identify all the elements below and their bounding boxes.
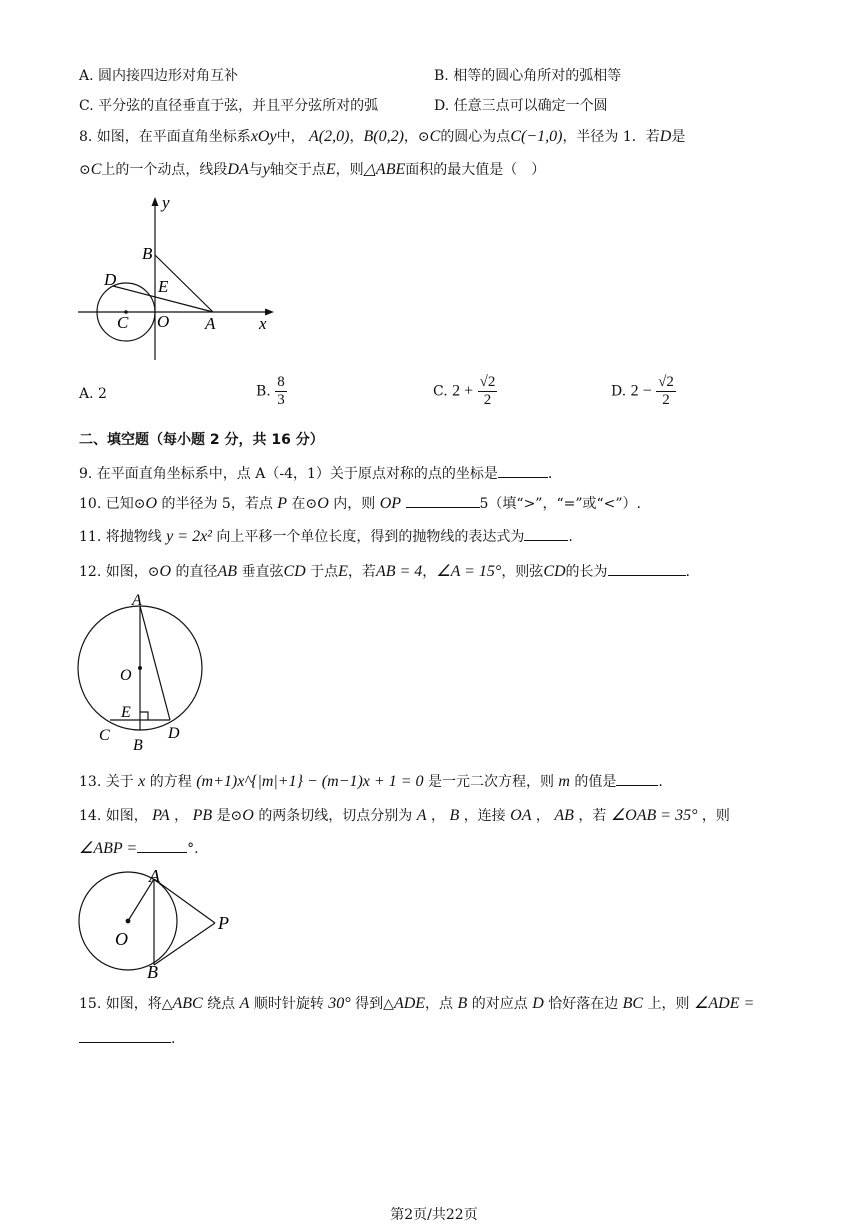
q13: [79, 771, 663, 792]
q11-end: .: [568, 529, 573, 545]
q12-circle-o: O: [159, 563, 172, 580]
q12-end: .: [685, 564, 690, 580]
q15-text: 上，则: [647, 996, 690, 1012]
q8-text: ⊙: [79, 162, 91, 178]
q10-point-p: P: [277, 495, 288, 512]
q14-figure: [70, 868, 250, 988]
q8-triangle-abe: △ABE: [363, 161, 406, 178]
q8-circle-c: C: [90, 161, 102, 178]
q15-side-bc: BC: [622, 995, 644, 1012]
q8-fig-label-e: E: [158, 277, 169, 296]
q8-fig-label-y: y: [162, 193, 170, 212]
q10-circle-o: O: [317, 495, 329, 512]
q8-text: ，半径为 1．若: [562, 129, 660, 145]
q15-line-1: [79, 994, 754, 1014]
q14-text: 14. 如图，: [79, 808, 148, 824]
q15-text: 的对应点: [471, 996, 528, 1012]
q15-text: ，点: [425, 996, 454, 1012]
q12-fig-label-o: O: [120, 667, 132, 684]
q8-text: 8. 如图，在平面直角坐标系: [79, 129, 251, 145]
q12-text: 的长为: [565, 564, 608, 580]
q13-variable-x: x: [138, 773, 146, 790]
q8-text: 中，: [276, 129, 305, 145]
q7-option-b: B. 相等的圆心角所对的弧相等: [434, 68, 622, 84]
q11-answer-blank[interactable]: [524, 526, 568, 541]
q14-text: 的两条切线，切点分别为: [258, 808, 413, 824]
q11-parabola: y = 2x²: [166, 528, 212, 545]
q8-line-1: 8. 如图，在平面直角坐标系xOy中， A(2,0)，B(0,2)，⊙C的圆心为点C(−1,0)，半径为 1．若D是: [79, 128, 686, 145]
q14-segment-ab: AB: [554, 807, 574, 824]
denominator: 3: [277, 392, 285, 408]
q8-text: 的圆心为点: [440, 129, 511, 145]
q8-fig-label-a: A: [205, 314, 216, 333]
q14-fig-label-p: P: [218, 913, 229, 933]
q9: [79, 463, 552, 484]
q12-fig-label-e: E: [121, 704, 131, 721]
q15-end: .: [171, 1031, 176, 1047]
q8-point-d: D: [659, 128, 672, 145]
q12: [79, 561, 690, 582]
q12-figure: [72, 588, 212, 758]
q12-chord-ad: [140, 606, 170, 720]
q14-segment-oa: OA: [510, 807, 532, 824]
q12-answer-blank[interactable]: [608, 561, 686, 576]
q15-answer-blank[interactable]: [79, 1028, 171, 1043]
q15-point-d: D: [532, 995, 544, 1012]
q14-fig-label-b: B: [147, 962, 158, 982]
q15-line-2: [79, 1028, 175, 1049]
q12-fig-label-a: A: [132, 592, 142, 609]
q15-triangle-abc: ABC: [172, 995, 203, 1012]
q14-line-2: [79, 838, 199, 859]
q14-point-a: A: [416, 807, 427, 824]
q13-text: 是一元二次方程，则: [427, 774, 554, 790]
q12-chord-cd: CD: [543, 563, 566, 580]
q8-text: ，⊙: [403, 129, 430, 145]
q8-coordinate-system: xOy: [250, 128, 277, 145]
q8-y-axis-label: y: [262, 161, 270, 178]
q10-text: 在⊙: [291, 496, 318, 512]
q14-point-b: B: [449, 807, 460, 824]
q11-text: 向上平移一个单位长度，得到的抛物线的表达式为: [216, 529, 525, 545]
q8-text: 是: [671, 129, 686, 145]
q8-point-e: E: [325, 161, 336, 178]
q8-option-d-fraction: [656, 374, 676, 409]
q14-end: °.: [187, 841, 199, 857]
q8-option-d-prefix: 2 −: [630, 382, 652, 400]
q11-text: 11. 将抛物线: [79, 529, 162, 545]
q7-option-c: C. 平分弦的直径垂直于弦，并且平分弦所对的弧: [79, 98, 379, 114]
q8-line-2: [79, 160, 545, 180]
q8-option-c: [433, 374, 497, 409]
q8-fig-label-o: O: [157, 312, 170, 331]
q8-circle-c: C: [429, 128, 441, 145]
q15-text: 绕点: [207, 996, 236, 1012]
q8-option-b-fraction: [275, 374, 287, 409]
q12-text: 垂直弦: [241, 564, 284, 580]
q12-point-e: E: [338, 563, 348, 580]
q8-point-b: B(0,2): [363, 128, 404, 145]
q9-answer-blank[interactable]: [498, 463, 548, 478]
q14-tangent-pa: PA: [152, 807, 170, 824]
q12-text: ，若: [347, 564, 376, 580]
q15-point-a: A: [239, 995, 250, 1012]
q7-option-d: D. 任意三点可以确定一个圆: [434, 98, 608, 114]
q10-text: 10. 已知⊙: [79, 496, 146, 512]
q9-end: .: [547, 466, 553, 482]
q13-end: .: [658, 774, 663, 790]
q8-text: ，则: [335, 162, 364, 178]
q10-text: 内，则: [333, 496, 376, 512]
q13-text: 的值是: [574, 774, 617, 790]
numerator: √2: [479, 374, 496, 390]
section-2-heading: 二、填空题（每小题 2 分，共 16 分）: [79, 432, 324, 448]
q14-text: ，连接: [463, 808, 506, 824]
page-footer: 第2页/共22页: [390, 1207, 478, 1223]
q7-option-a: A. 圆内接四边形对角互补: [79, 68, 239, 84]
q8-option-c-label: C.: [433, 383, 448, 400]
q8-option-b-label: B.: [256, 383, 271, 400]
q13-text: 13. 关于: [79, 774, 134, 790]
denominator: 2: [483, 392, 492, 408]
q12-center-dot: [138, 666, 142, 670]
q8-text: 与: [248, 162, 263, 178]
q8-option-d-label: D.: [611, 383, 627, 400]
q12-diameter-ab: AB: [217, 563, 238, 580]
numerator: 8: [277, 374, 285, 390]
q14-angle-abp: ∠ABP =: [79, 840, 138, 857]
q8-option-b: [256, 374, 287, 409]
numerator: √2: [658, 374, 674, 390]
q15-text: 得到△: [355, 996, 394, 1012]
q12-fig-label-c: C: [99, 727, 110, 744]
q8-fig-label-x: x: [259, 314, 267, 333]
q10-text: 的半径为 5，若点: [161, 496, 273, 512]
q12-fig-label-d: D: [168, 725, 180, 742]
q13-equation: (m+1)x^{|m|+1} − (m−1)x + 1 = 0: [196, 773, 424, 790]
q8-text: 面积的最大值是（ ）: [405, 162, 546, 178]
q15-rotation-angle: 30°: [328, 995, 351, 1012]
q14-tangent-pb: [154, 923, 215, 965]
q8-option-c-prefix: 2 +: [452, 382, 474, 400]
q8-text: 轴交于点: [269, 162, 326, 178]
q8-point-a: A(2,0): [309, 128, 350, 145]
q14-tangent-pa: [154, 879, 215, 923]
q14-text: ，: [174, 808, 189, 824]
q12-condition-angle: ∠A = 15°: [436, 563, 502, 580]
q14-text: ，则: [701, 808, 730, 824]
q14-fig-label-a: A: [149, 868, 160, 886]
q8-y-arrow-icon: [152, 197, 159, 206]
denominator: 2: [662, 392, 670, 408]
q10-segment-op: OP: [379, 495, 402, 512]
q8-fig-label-d: D: [104, 270, 117, 289]
q12-fig-label-b: B: [133, 737, 143, 754]
q12-text: ，: [422, 564, 437, 580]
q12-text: 12. 如图，⊙: [79, 564, 160, 580]
q14-text: ，若: [578, 808, 607, 824]
q14-center-dot: [126, 919, 131, 924]
q9-text: 9. 在平面直角坐标系中，点 A（-4，1）关于原点对称的点的坐标是: [79, 466, 498, 482]
q8-fig-label-b: B: [142, 244, 153, 263]
q15-text: 顺时针旋转: [253, 996, 324, 1012]
q14-answer-blank[interactable]: [137, 838, 187, 853]
q10-text: 5（填“>”，“=”或“<”）.: [479, 496, 641, 512]
q12-condition-ab: AB = 4: [375, 563, 423, 580]
q14-circle-o: O: [242, 807, 254, 824]
q15-text: 恰好落在边: [548, 996, 619, 1012]
q8-segment-da: DA: [227, 161, 249, 178]
q14-text: 是⊙: [216, 808, 243, 824]
q8-option-c-fraction: [478, 374, 498, 409]
q12-text: 的直径: [175, 564, 218, 580]
q12-text: 于点: [310, 564, 339, 580]
q11: [79, 526, 573, 547]
q10-answer-blank[interactable]: [406, 493, 480, 508]
q12-chord-cd: CD: [283, 563, 306, 580]
q14-tangent-pb: PB: [192, 807, 213, 824]
q14-text: ，: [431, 808, 445, 824]
q8-option-d: [611, 374, 676, 409]
q14-text: ，: [535, 808, 550, 824]
q14-fig-label-o: O: [115, 929, 128, 949]
q15-text: 15. 如图，将△: [79, 996, 173, 1012]
q13-variable-m: m: [558, 773, 570, 790]
q8-text: 上的一个动点，线段: [101, 162, 228, 178]
q8-option-a: A. 2: [79, 386, 107, 402]
q10: [79, 493, 641, 514]
q13-answer-blank[interactable]: [616, 771, 658, 786]
q15-point-b: B: [457, 995, 468, 1012]
q15-triangle-ade: ADE: [393, 995, 426, 1012]
q8-figure: [70, 190, 290, 370]
q12-right-angle-mark: [140, 712, 148, 720]
q8-point-c: C(−1,0): [510, 128, 563, 145]
q10-circle-o: O: [145, 495, 158, 512]
q14-angle-oab: ∠OAB = 35°: [610, 807, 698, 824]
q15-angle-ade: ∠ADE =: [694, 995, 755, 1012]
q8-fig-label-c: C: [117, 313, 129, 332]
q13-text: 的方程: [149, 774, 192, 790]
q14-line-1: [79, 806, 730, 826]
q12-text: ，则弦: [501, 564, 544, 580]
